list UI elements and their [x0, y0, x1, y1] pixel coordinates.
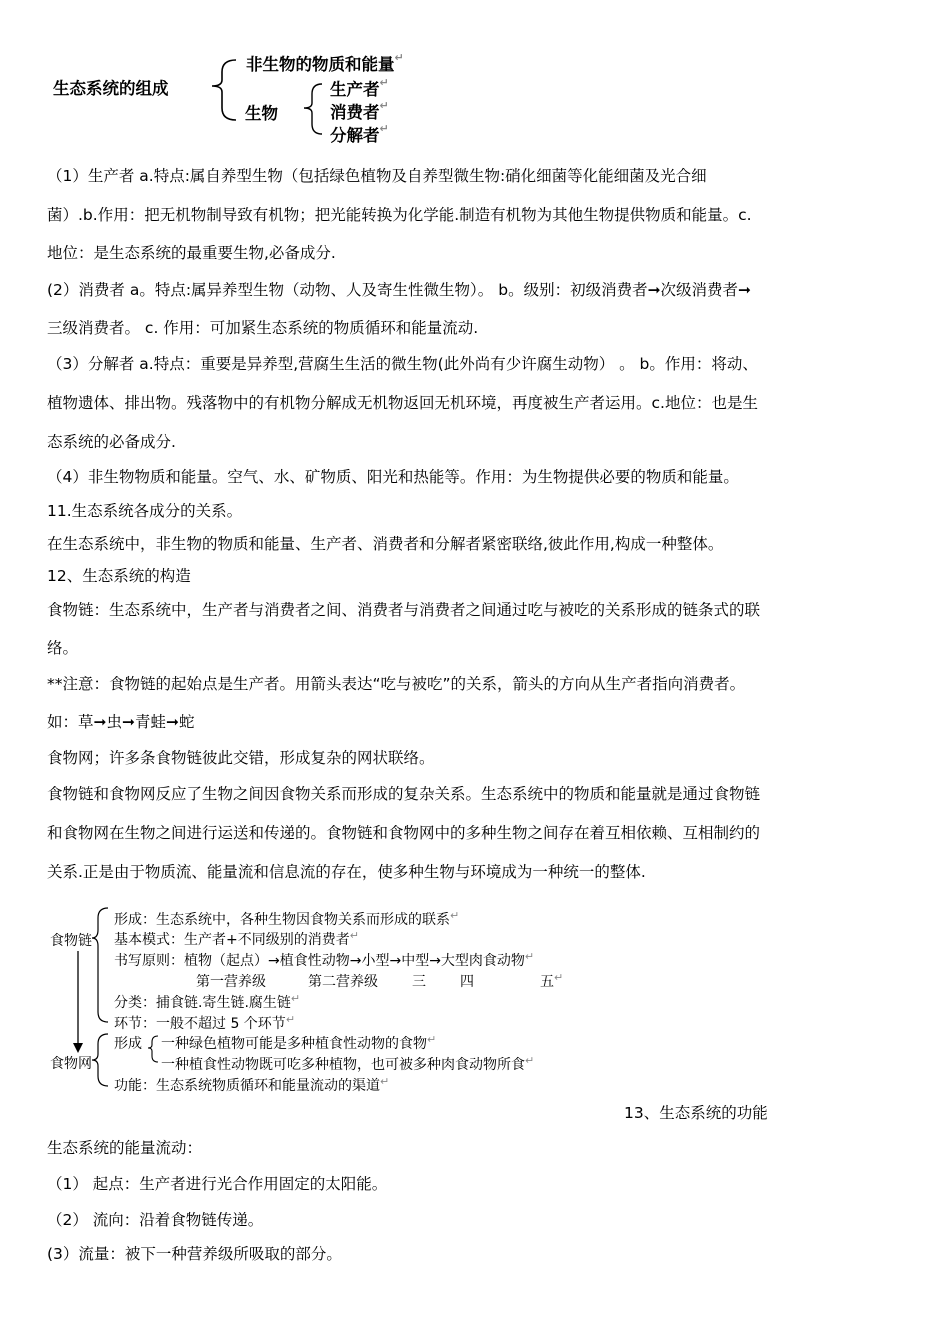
web-formation-1: 一种绿色植物可能是多种植食性动物的食物↵ [161, 1033, 437, 1052]
abiotic-paragraph: （4）非生物物质和能量。空气、水、矿物质、阳光和热能等。作用：为生物提供必要的物质和能量。 [47, 468, 739, 486]
trophic-level-4: 四 [460, 974, 474, 990]
return-mark-icon: ↵ [379, 76, 389, 89]
energy-flow-point-1: （1） 起点：生产者进行光合作用固定的太阳能。 [47, 1175, 388, 1193]
return-mark-icon: ↵ [290, 992, 301, 1005]
diagram-consumer-label: 消费者↵ [330, 99, 389, 122]
trophic-level-3: 三 [412, 974, 426, 990]
summary-line-2: 和食物网在生物之间进行运送和传递的。食物链和食物网中的多种生物之间存在着互相依赖、互相制约的 [47, 824, 761, 842]
brace-icon [304, 84, 322, 134]
trophic-level-1: 第一营养级 [196, 974, 266, 990]
decomposer-paragraph-line-3: 态系统的必备成分. [47, 433, 176, 451]
diagram-biotic-label: 生物 [245, 104, 278, 123]
brace-icon [92, 1034, 108, 1086]
return-mark-icon: ↵ [394, 51, 404, 64]
chain-formation: 形成：生态系统中，各种生物因食物关系而形成的联系↵ [114, 909, 460, 928]
consumer-paragraph-line-2: 三级消费者。 c. 作用：可加紧生态系统的物质循环和能量流动. [47, 319, 479, 337]
chain-links: 环节：一般不超过 5 个环节↵ [114, 1013, 296, 1032]
web-formation-2: 一种植食性动物既可吃多种植物，也可被多种肉食动物所食↵ [161, 1054, 535, 1073]
decomposer-paragraph-line-2: 植物遗体、排出物。残落物中的有机物分解成无机物返回无机环境，再度被生产者运用。c.地位：也是生 [47, 394, 758, 412]
web-formation-label: 形成 [114, 1036, 142, 1052]
section-11-heading: 11.生态系统各成分的关系。 [47, 502, 243, 520]
energy-flow-heading: 生态系统的能量流动： [47, 1139, 203, 1157]
return-mark-icon: ↵ [379, 122, 389, 135]
brace-icon [92, 908, 108, 1022]
trophic-level-5: 五↵ [540, 971, 564, 990]
return-mark-icon: ↵ [524, 950, 535, 963]
return-mark-icon: ↵ [379, 99, 389, 112]
chain-classification: 分类：捕食链.寄生链.腐生链↵ [114, 992, 301, 1011]
section-12-heading: 12、生态系统的构造 [47, 567, 191, 585]
diagram-decomposer-label: 分解者↵ [330, 122, 389, 145]
return-mark-icon: ↵ [525, 1054, 535, 1067]
brace-icon [148, 1036, 158, 1062]
consumer-paragraph-line-1: (2）消费者 a。特点:属异养型生物（动物、人及寄生性微生物）。 b。级别：初级消费者➞次级消费者➞ [47, 281, 752, 299]
down-arrow-icon [73, 1043, 83, 1053]
producer-paragraph-line-2: 菌）.b.作用：把无机物制导致有机物；把光能转换为化学能.制造有机物为其他生物提供物质和能量。c. [47, 206, 752, 224]
summary-line-3: 关系.正是由于物质流、能量流和信息流的存在，使多种生物与环境成为一种统一的整体. [47, 863, 646, 881]
return-mark-icon: ↵ [554, 971, 564, 984]
relation-paragraph: 在生态系统中，非生物的物质和能量、生产者、消费者和分解者紧密联络,彼此作用,构成一种整体。 [47, 535, 724, 553]
return-mark-icon: ↵ [427, 1033, 437, 1046]
trophic-level-2: 第二营养级 [308, 974, 378, 990]
diagram-producer-label: 生产者↵ [330, 76, 389, 99]
note-paragraph: **注意：食物链的起始点是生产者。用箭头表达“吃与被吃”的关系，箭头的方向从生产者指向消费者。 [47, 675, 746, 693]
chain-writing-rule: 书写原则：植物（起点）→植食性动物→小型→中型→大型肉食动物↵ [114, 950, 535, 969]
web-function: 功能：生态系统物质循环和能量流动的渠道↵ [114, 1075, 390, 1094]
food-web-def: 食物网；许多条食物链彼此交错，形成复杂的网状联络。 [47, 749, 435, 767]
food-chain-def-line-1: 食物链：生态系统中，生产者与消费者之间、消费者与消费者之间通过吃与被吃的关系形成的链条式的联 [47, 601, 761, 619]
summary-line-1: 食物链和食物网反应了生物之间因食物关系而形成的复杂关系。生态系统中的物质和能量就是通过食物链 [47, 785, 761, 803]
decomposer-paragraph-line-1: （3）分解者 a.特点：重要是异养型,营腐生生活的微生物(此外尚有少许腐生动物） 。 b。作用：将动、 [47, 355, 758, 373]
section-13-heading: 13、生态系统的功能 [624, 1104, 768, 1122]
producer-paragraph-line-3: 地位：是生态系统的最重要生物,必备成分. [47, 244, 336, 262]
chain-basic-mode: 基本模式：生产者+不同级别的消费者↵ [114, 929, 359, 948]
diagram-abiotic-label: 非生物的物质和能量↵ [246, 51, 404, 74]
energy-flow-point-2: （2） 流向：沿着食物链传递。 [47, 1211, 264, 1229]
diagram-root-label: 生态系统的组成 [53, 79, 169, 98]
brace-icon [212, 60, 236, 120]
food-chain-label: 食物链 [50, 933, 92, 949]
example-chain: 如：草➞虫➞青蛙➞蛇 [47, 713, 195, 731]
return-mark-icon: ↵ [349, 929, 359, 942]
return-mark-icon: ↵ [450, 909, 460, 922]
food-web-label: 食物网 [50, 1056, 92, 1072]
energy-flow-point-3: (3）流量：被下一种营养级所吸取的部分。 [47, 1245, 342, 1263]
food-chain-def-line-2: 络。 [47, 639, 79, 657]
return-mark-icon: ↵ [285, 1013, 296, 1026]
producer-paragraph-line-1: （1）生产者 a.特点:属自养型生物（包括绿色植物及自养型微生物:硝化细菌等化能细菌及光合细 [47, 167, 707, 185]
return-mark-icon: ↵ [380, 1075, 390, 1088]
